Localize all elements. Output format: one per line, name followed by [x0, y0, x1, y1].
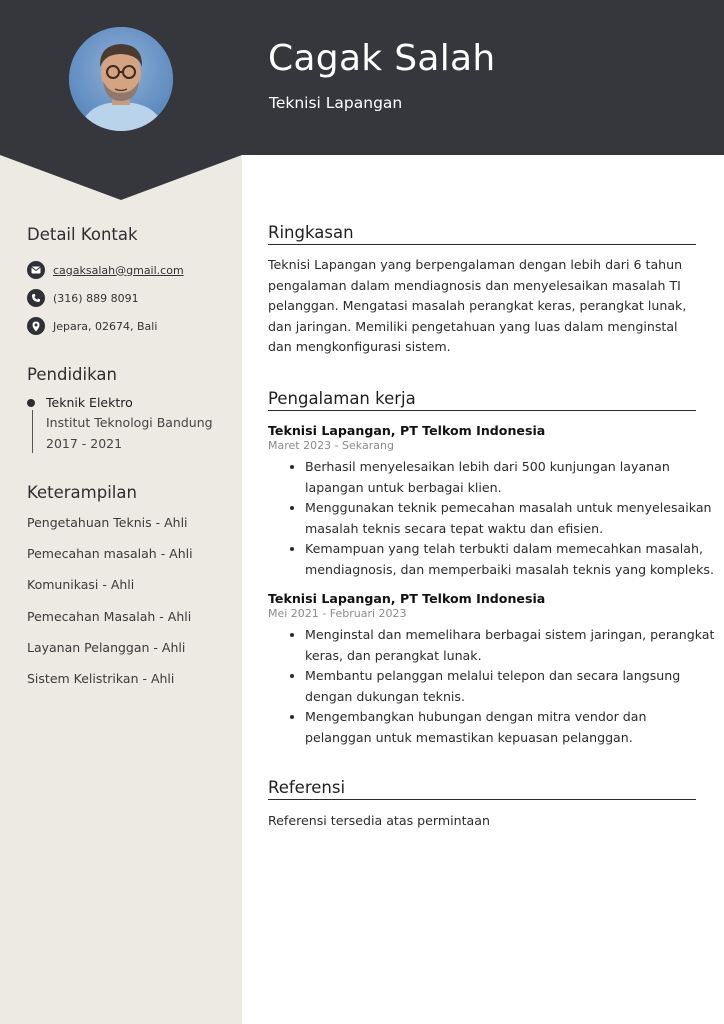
summary-text: Teknisi Lapangan yang berpengalaman dengan lebih dari 6 tahun pengalaman dalam mendiagnosis dan menyelesaikan masalah TI pelanggan. Mengatasi masalah perangkat keras, perangkat lunak, dan jaringan. Memiliki pengetahuan yang luas dalam menginstal dan mengkonfigurasi sistem.	[268, 257, 687, 355]
job-bullet-list	[287, 625, 715, 748]
education-bullet	[27, 399, 35, 407]
education-years: 2017 - 2021	[46, 436, 123, 451]
skill-item: Sistem Kelistrikan - Ahli	[27, 671, 175, 686]
phone-number: (316) 889 8091	[53, 291, 139, 305]
list-item: • Mengembangkan hubungan dengan mitra vendor dan pelanggan untuk memastikan kepuasan pelanggan.	[305, 707, 715, 748]
header-chevron	[0, 155, 242, 200]
job-title: Teknisi Lapangan, PT Telkom Indonesia	[268, 423, 546, 438]
location-text: Jepara, 02674, Bali	[53, 319, 158, 333]
skill-item: Layanan Pelanggan - Ahli	[27, 640, 186, 655]
contact-location-row	[27, 317, 157, 335]
job-dates: Mei 2021 - Februari 2023	[268, 607, 407, 620]
education-heading: Pendidikan	[27, 365, 117, 384]
list-item: • Kemampuan yang telah terbukti dalam memecahkan masalah, mendiagnosis, dan memperbaiki masalah teknis yang kompleks.	[305, 539, 715, 580]
contact-phone-row	[27, 289, 139, 307]
skill-item: Pemecahan Masalah - Ahli	[27, 609, 192, 624]
education-school: Institut Teknologi Bandung	[46, 415, 213, 430]
job-dates: Maret 2023 - Sekarang	[268, 439, 394, 452]
contact-heading: Detail Kontak	[27, 225, 138, 244]
references-text: Referensi tersedia atas permintaan	[268, 813, 490, 828]
experience-heading: Pengalaman kerja	[268, 389, 696, 411]
list-item: • Berhasil menyelesaikan lebih dari 500 kunjungan layanan lapangan untuk berbagai klien.	[305, 457, 715, 498]
phone-icon	[27, 289, 45, 307]
education-timeline-line	[32, 410, 33, 453]
job-bullet-list	[287, 457, 715, 580]
skill-item: Komunikasi - Ahli	[27, 577, 135, 592]
list-item: • Menggunakan teknik pemecahan masalah untuk menyelesaikan masalah teknis secara tepat waktu dan efisien.	[305, 498, 715, 539]
person-name: Cagak Salah	[268, 38, 496, 79]
job-role: Teknisi Lapangan	[269, 94, 403, 112]
location-pin-icon	[27, 317, 45, 335]
email-link[interactable]: cagaksalah@gmail.com	[53, 263, 184, 277]
references-heading: Referensi	[268, 778, 696, 800]
job-title: Teknisi Lapangan, PT Telkom Indonesia	[268, 591, 546, 606]
summary-heading: Ringkasan	[268, 223, 696, 245]
education-degree: Teknik Elektro	[46, 395, 133, 410]
skills-heading: Keterampilan	[27, 483, 137, 502]
list-item: • Membantu pelanggan melalui telepon dan secara langsung dengan dukungan teknis.	[305, 666, 715, 707]
contact-email-row	[27, 261, 184, 279]
envelope-icon	[27, 261, 45, 279]
skill-item: Pemecahan masalah - Ahli	[27, 546, 193, 561]
skill-item: Pengetahuan Teknis - Ahli	[27, 515, 188, 530]
profile-photo	[69, 27, 173, 131]
list-item: • Menginstal dan memelihara berbagai sistem jaringan, perangkat keras, dan perangkat lunak.	[305, 625, 715, 666]
